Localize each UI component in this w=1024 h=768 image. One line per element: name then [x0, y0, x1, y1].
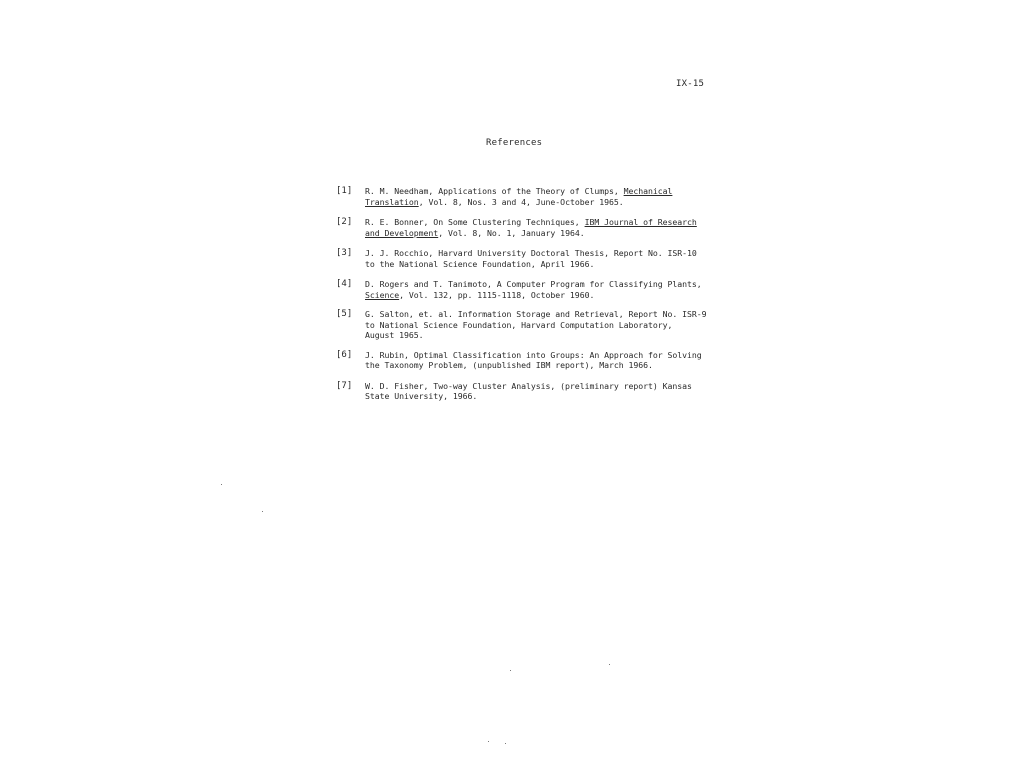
reference-line [365, 360, 708, 371]
reference-line [365, 330, 708, 341]
reference-segment: J. J. Rocchio, Harvard University Doctoral Thesis, Report No. ISR-10 [365, 248, 697, 258]
page-number: IX-15 [676, 79, 705, 89]
reference-title-underlined: Science [365, 289, 400, 300]
reference-item [336, 279, 708, 300]
reference-line [365, 217, 708, 228]
scan-speck [262, 511, 263, 512]
reference-title-underlined: and Development [365, 227, 439, 238]
reference-segment: to the National Science Foundation, April 1966. [365, 258, 595, 269]
reference-title-underlined: Mechanical [623, 186, 673, 196]
reference-segment: J. Rubin, Optimal Classification into Groups: An Approach for Solving [365, 349, 702, 360]
reference-line [365, 248, 708, 259]
reference-item [336, 309, 708, 341]
reference-list [336, 186, 708, 402]
reference-segment: State University, 1966. [365, 391, 478, 401]
reference-line [365, 197, 708, 208]
reference-line [365, 259, 708, 270]
reference-line [365, 350, 708, 361]
reference-item [336, 217, 708, 238]
reference-line [365, 186, 708, 197]
reference-number: [5] [336, 309, 353, 319]
reference-segment: , Vol. 8, Nos. 3 and 4, June-October 1965. [418, 196, 624, 207]
reference-segment: to National Science Foundation, Harvard Computation Laboratory, [365, 319, 673, 330]
reference-text [365, 217, 708, 238]
reference-line [365, 309, 708, 320]
reference-text [365, 186, 708, 207]
reference-segment: , Vol. 8, No. 1, January 1964. [438, 227, 585, 238]
reference-text [365, 279, 708, 300]
reference-item [336, 350, 708, 371]
reference-title-underlined: IBM Journal of Research [584, 217, 697, 227]
reference-text [365, 309, 708, 341]
page-title: References [486, 138, 543, 148]
reference-segment: , Vol. 132, pp. 1115-1118, October 1960. [399, 289, 595, 300]
reference-title-underlined: Translation [365, 196, 419, 207]
scan-speck [609, 664, 610, 665]
reference-segment: R. M. Needham, Applications of the Theory of Clumps, [365, 186, 624, 196]
reference-number: [4] [336, 279, 353, 289]
reference-number: [2] [336, 217, 353, 227]
reference-item [336, 248, 708, 269]
reference-number: [1] [336, 186, 353, 196]
reference-text [365, 381, 708, 402]
reference-text [365, 350, 708, 371]
scan-speck [505, 743, 506, 744]
reference-line [365, 391, 708, 402]
reference-segment: W. D. Fisher, Two-way Cluster Analysis, (preliminary report) Kansas [365, 380, 692, 391]
scan-speck [221, 484, 222, 485]
reference-segment: August 1965. [365, 330, 424, 340]
reference-item [336, 381, 708, 402]
reference-number: [3] [336, 248, 353, 258]
reference-item [336, 186, 708, 207]
reference-number: [6] [336, 349, 353, 360]
reference-segment: R. E. Bonner, On Some Clustering Techniques, [365, 217, 585, 227]
reference-line [365, 290, 708, 301]
reference-segment: D. Rogers and T. Tanimoto, A Computer Program for Classifying Plants, [365, 279, 702, 289]
scan-speck [510, 670, 511, 671]
reference-line [365, 381, 708, 392]
reference-text [365, 248, 708, 269]
reference-line [365, 279, 708, 290]
reference-number: [7] [336, 380, 353, 391]
reference-segment: the Taxonomy Problem, (unpublished IBM report), March 1966. [365, 360, 653, 370]
scan-speck [488, 741, 489, 742]
reference-line [365, 320, 708, 331]
reference-segment: G. Salton, et. al. Information Storage and Retrieval, Report No. ISR-9 [365, 309, 707, 319]
reference-line [365, 228, 708, 239]
